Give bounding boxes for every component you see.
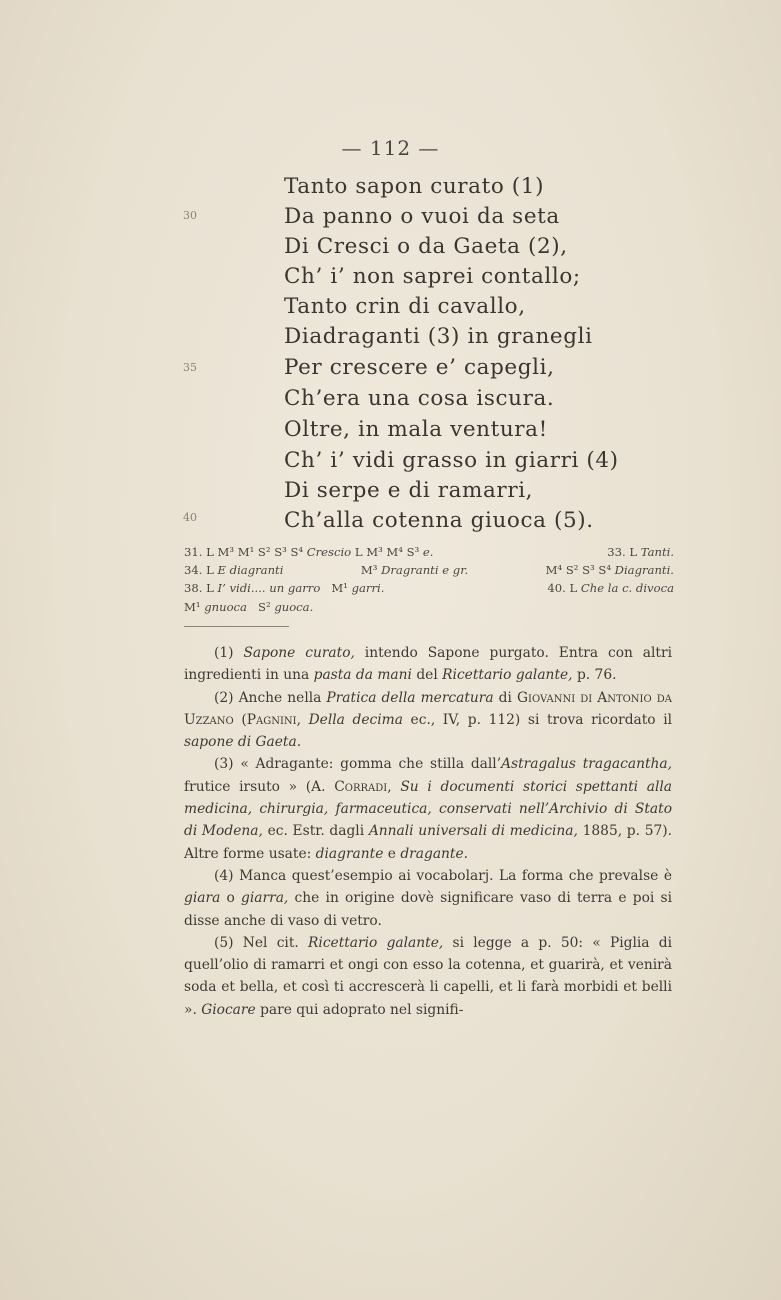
textual-variants	[184, 543, 674, 616]
variant-entry: 38. L I’ vidi.... un garro M¹ garri.	[184, 581, 385, 596]
verse-line: Oltre, in mala ventura!	[284, 417, 548, 442]
variant-entry: M¹ gnuoca S² guoca.	[184, 599, 314, 614]
variant-row	[184, 543, 674, 561]
variant-entry: 40. L Che la c. divoca	[547, 581, 674, 596]
line-number: 40	[183, 511, 197, 524]
page-number: — 112 —	[341, 136, 440, 160]
footnote-4: (4) Manca quest’esempio ai vocabolarj. La forma che prevalse è giara o giarra, che in origine dovè significare vaso di terra e poi si disse anche di vaso di vetro.	[184, 867, 673, 929]
verse-line: Tanto crin di cavallo,	[284, 294, 526, 319]
verse-line: Ch’era una cosa iscura.	[284, 386, 555, 411]
variant-entry: M³ Dragranti e gr.	[360, 563, 469, 578]
verse-line: Diadraganti (3) in granegli	[284, 324, 593, 349]
verse-line: Di Cresci o da Gaeta (2),	[284, 234, 568, 259]
variant-row	[184, 561, 674, 579]
footnotes	[184, 642, 672, 1021]
line-number: 35	[183, 361, 197, 374]
variant-entry: 31. L M³ M¹ S² S³ S⁴ Crescio L M³ M⁴ S³ e.	[184, 545, 434, 559]
line-number: 30	[183, 209, 197, 222]
footnote-1: (1) Sapone curato, intendo Sapone purgato. Entra con altri ingredienti in una pasta da mani del Ricettario galante, p. 76.	[184, 645, 672, 684]
verse-line: Ch’ i’ vidi grasso in giarri (4)	[284, 448, 619, 473]
verse-line: Di serpe e di ramarri,	[284, 478, 534, 503]
variant-entry: 34. L E diagranti	[184, 563, 284, 578]
verse-line: Ch’ i’ non saprei contallo;	[284, 264, 581, 289]
verse-line: Per crescere e’ capegli,	[284, 355, 555, 380]
verse-line: Da panno o vuoi da seta	[284, 204, 560, 229]
footnote-3: (3) « Adragante: gomma che stilla dall’Astragalus tragacantha, frutice irsuto » (A. Corradi, Su i documenti storici spettanti alla medicina, chirurgia, farmaceutica, conservati nell’Archivio di Stato di Modena, ec. Estr. dagli Annali universali di medicina, 1885, p. 57). Altre forme usate: diagrante e dragante.	[184, 756, 673, 862]
footnote-5: (5) Nel cit. Ricettario galante, si legge a p. 50: « Piglia di quell’olio di ramarri et ongi con esso la cotenna, et guarirà, et venirà soda et bella, et così ti accrescerà li capelli, et li farà morbidi et belli ». Giocare pare qui adoprato nel signifi-	[184, 934, 673, 1018]
variant-row	[184, 598, 674, 616]
verse-line: Ch’alla cotenna giuoca (5).	[284, 508, 594, 533]
footnote-divider	[184, 626, 289, 627]
footnote-2: (2) Anche nella Pratica della mercatura di Giovanni di Antonio da Uzzano (Pagnini, Della decima ec., IV, p. 112) si trova ricordato il sapone di Gaeta.	[184, 689, 673, 751]
variant-row	[184, 579, 674, 597]
variant-entry: 33. L Tanti.	[607, 545, 674, 559]
verse-line: Tanto sapon curato (1)	[284, 174, 545, 199]
variant-entry: M⁴ S² S³ S⁴ Diagranti.	[545, 563, 674, 578]
